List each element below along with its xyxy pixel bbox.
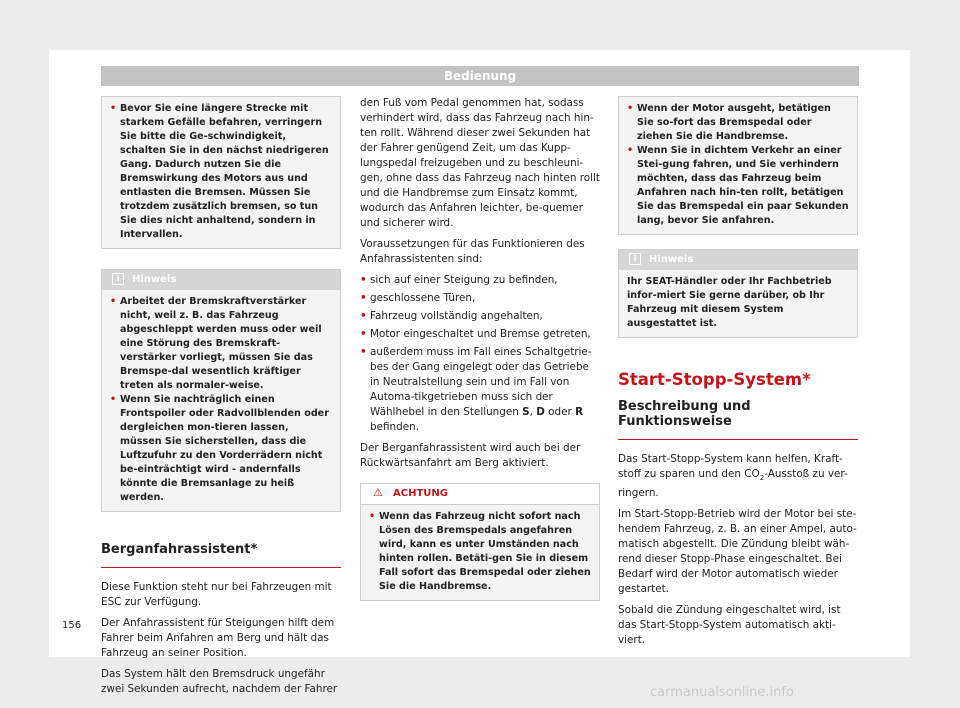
hinweis-item: • Arbeitet der Bremskraftverstärker nicht, weil z. B. das Fahrzeug abgeschleppt werden muss oder weil eine Störung des Bremskraft-verstärker vorliegt, müssen Sie das Bremspe-dal wesentlich kräftiger treten als normaler-weise. <box>110 295 332 393</box>
section-heading: Beschreibung und Funktionsweise <box>618 399 858 440</box>
column-1 <box>101 96 341 703</box>
paragraph: Voraussetzungen für das Funktionieren des Anfahrassistenten sind: <box>360 238 585 265</box>
hinweis-box <box>101 269 341 512</box>
box-item: • Wenn der Motor ausgeht, betätigen Sie so-fort das Bremspedal oder ziehen Sie die Handbremse. <box>627 102 849 144</box>
list-item: • Fahrzeug vollständig angehalten, <box>360 309 600 324</box>
info-icon: i <box>629 253 641 265</box>
list-item: • sich auf einer Steigung zu befinden, <box>360 273 600 288</box>
warning-triangle-icon: ⚠ <box>373 486 383 499</box>
paragraph: Das System hält den Bremsdruck ungefähr zwei Sekunden aufrecht, nachdem der Fahrer <box>101 668 338 695</box>
achtung-title: ACHTUNG <box>393 488 448 499</box>
section-heading: Berganfahrassistent* <box>101 542 341 568</box>
info-icon: i <box>112 273 124 285</box>
achtung-item: • Wenn das Fahrzeug nicht sofort nach Lösen des Bremspedals angefahren wird, kann es unter Umständen nach hinten rollen. Betäti-gen Sie in diesem Fall sofort das Bremspedal oder ziehen Sie die Handbremse. <box>369 510 591 594</box>
hinweis-title: Hinweis <box>132 274 177 285</box>
hinweis-item: • Wenn Sie nachträglich einen Frontspoiler oder Radvollblenden oder dergleichen mon-tieren lassen, müssen Sie sicherstellen, dass die Luftzufuhr zu den Vorderrädern nicht be-einträchtigt wird - andernfalls könnte die Bremsanlage zu heiß werden. <box>110 393 332 505</box>
box-item: • Bevor Sie eine längere Strecke mit starkem Gefälle befahren, verringern Sie bitte die Ge-schwindigkeit, schalten Sie in den nächst niedrigeren Gang. Dadurch nutzen Sie die Bremswirkung des Motors aus und entlasten die Bremsen. Müssen Sie trotzdem zusätzlich bremsen, so tun Sie dies nicht anhaltend, sondern in Intervallen. <box>110 102 332 242</box>
list-item: • Motor eingeschaltet und Bremse getreten, <box>360 327 600 342</box>
warning-box-continued <box>618 96 858 235</box>
paragraph: den Fuß vom Pedal genommen hat, sodass verhindert wird, dass das Fahrzeug nach hin-ten rollt. Während dieser zwei Sekunden hat der Fahrer genügend Zeit, um das Kupp-lungspedal freizugeben und zu beschleuni-gen, ohne dass das Fahrzeug nach hinten rollt und die Handbremse zum Einsatz kommt, wodurch das Anfahren leichter, be-quemer und sicherer wird. <box>360 97 600 229</box>
column-2 <box>360 96 600 601</box>
paragraph: Sobald die Zündung eingeschaltet wird, ist das Start-Stopp-System automatisch akti-viert. <box>618 604 841 647</box>
hinweis-box <box>618 249 858 338</box>
warning-box-continued <box>101 96 341 249</box>
hinweis-text: Ihr SEAT-Händler oder Ihr Fachbetrieb infor-miert Sie gerne darüber, ob Ihr Fahrzeug mit diesem System ausgestattet ist. <box>627 276 832 329</box>
list-item: • geschlossene Türen, <box>360 291 600 306</box>
box-item: • Wenn Sie in dichtem Verkehr an einer Stei-gung fahren, und Sie verhindern möchten, dass das Fahrzeug beim Anfahren nach hin-ten rollt, betätigen Sie das Bremspedal ein paar Sekunden lang, bevor Sie anfahren. <box>627 144 849 228</box>
page-header: Bedienung <box>101 66 859 86</box>
achtung-box <box>360 483 600 601</box>
paragraph: Der Berganfahrassistent wird auch bei der Rückwärtsanfahrt am Berg aktiviert. <box>360 442 581 469</box>
paragraph: Der Anfahrassistent für Steigungen hilft dem Fahrer beim Anfahren am Berg und hält das Fahrzeug an seiner Position. <box>101 617 335 659</box>
hinweis-title: Hinweis <box>649 254 694 265</box>
paragraph: Im Start-Stopp-Betrieb wird der Motor bei ste-hendem Fahrzeug, z. B. an einer Ampel, auto-matisch abgestellt. Die Zündung bleibt wäh-rend dieser Stopp-Phase eingeschaltet. Bei Bedarf wird der Motor automatisch wieder gestartet. <box>618 508 857 596</box>
paragraph: Das Start-Stopp-System kann helfen, Kraft-stoff zu sparen und den $CO_2$-Ausstoß zu ver-ringern. <box>618 453 848 500</box>
column-3 <box>618 96 858 654</box>
paragraph: Diese Funktion steht nur bei Fahrzeugen mit ESC zur Verfügung. <box>101 581 332 608</box>
watermark: carmanualsonline.info <box>650 685 794 700</box>
chapter-title: Start-Stopp-System* <box>618 370 811 389</box>
list-item: • außerdem muss im Fall eines Schaltgetrie-bes der Gang eingelegt oder das Getriebe in Neutralstellung sein und im Fall von Automa-tikgetrieben muss sich der Wählhebel in den Stellungen S, D oder R befinden. <box>360 345 600 435</box>
page-number: 156 <box>62 620 82 631</box>
